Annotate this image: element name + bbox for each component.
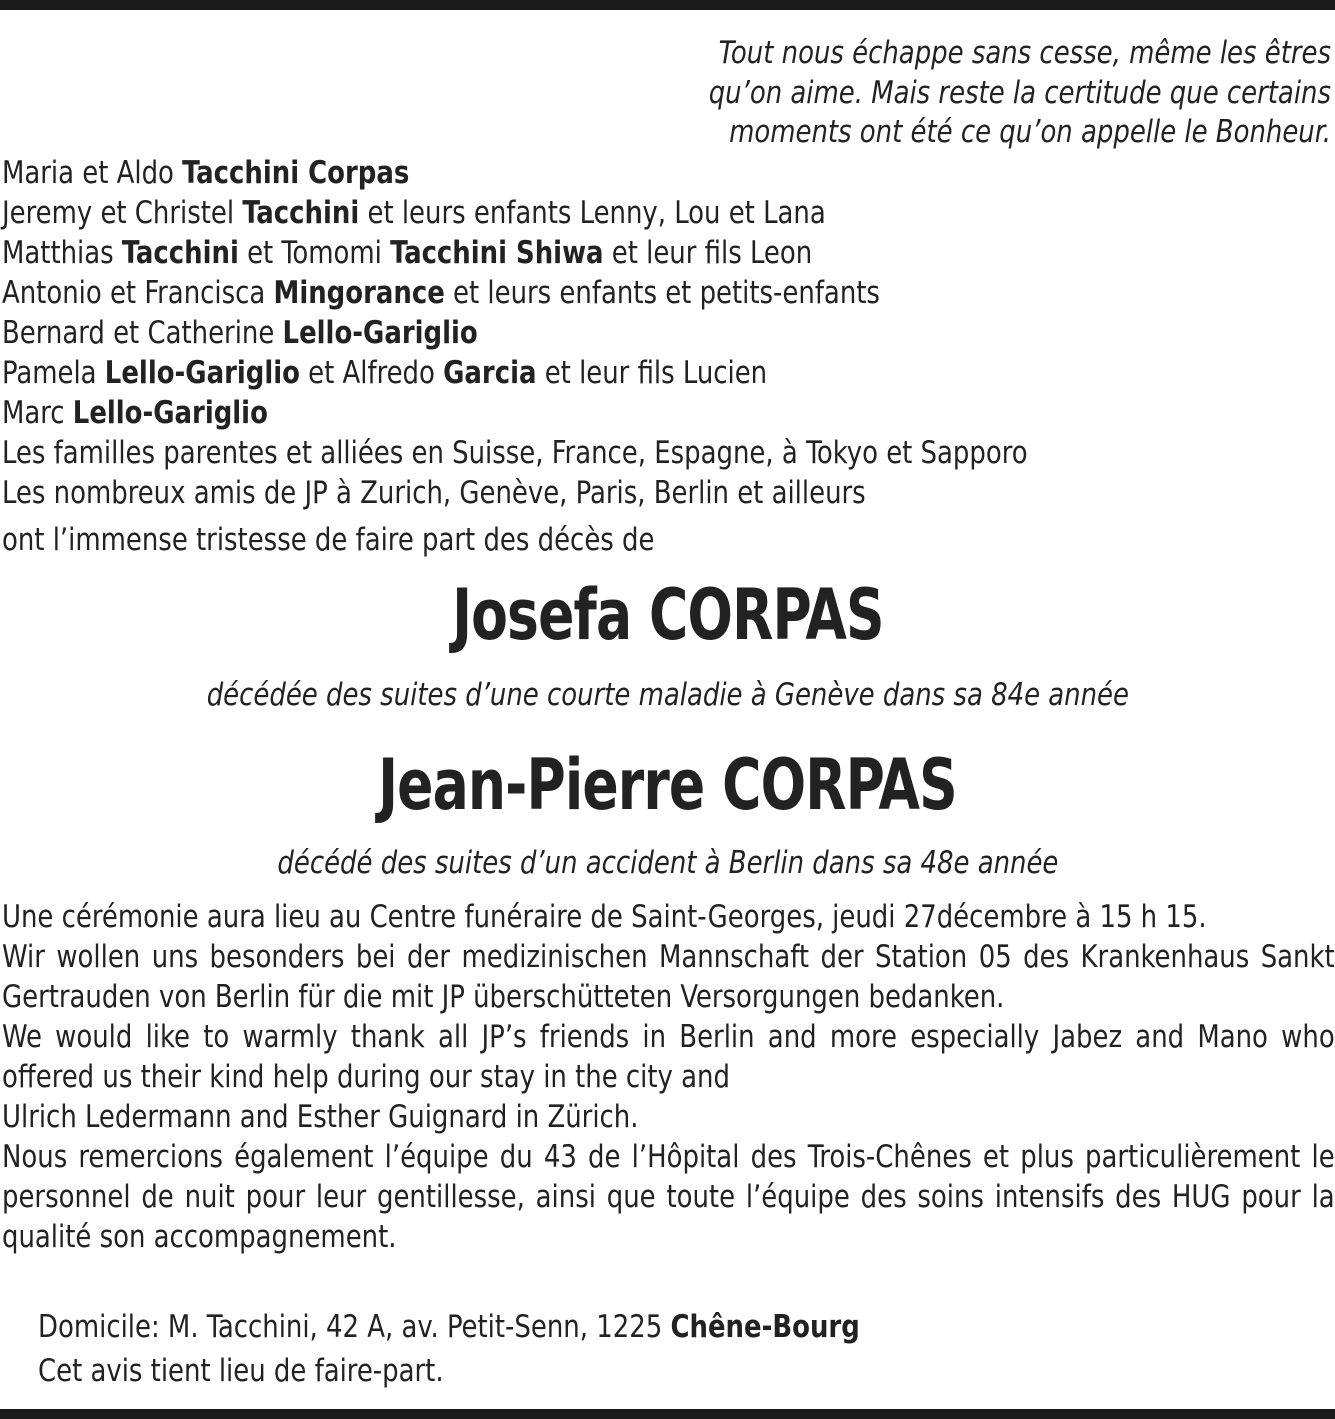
family-text: et leur fils Leon: [603, 235, 813, 271]
ceremony-paragraph: Une cérémonie aura lieu au Centre funéraire de Saint-Georges, jeudi 27décembre à 15 h 15.: [2, 899, 1207, 935]
given-names: Antonio et Francisca: [2, 275, 274, 311]
given-names: Maria et Aldo: [2, 155, 183, 191]
family-line: [2, 233, 1028, 273]
family-text: et leurs enfants Lenny, Lou et Lana: [359, 195, 826, 231]
given-names: Bernard et Catherine: [2, 315, 283, 351]
bottom-rule: [0, 1409, 1335, 1419]
deceased-name: [0, 575, 1335, 655]
family-line: [2, 393, 1028, 433]
german-thanks-paragraph: Wir wollen uns besonders bei der medizinischen Mannschaft der Station 05 des Krankenhaus Sankt Gertrauden von Berlin für die mit JP überschütteten Versorgungen bedanken.: [2, 939, 1335, 1015]
given-names: Pamela: [2, 355, 105, 391]
deceased-name-text: Josefa CORPAS: [451, 574, 884, 656]
surname: Tacchini: [121, 235, 239, 271]
epigraph-line: qu’on aime. Mais reste la certitude que certains: [708, 74, 1331, 111]
family-text: et leur fils Lucien: [536, 355, 768, 391]
surname: Tacchini: [242, 195, 360, 231]
surname: Lello-Gariglio: [104, 355, 300, 391]
family-line: Les nombreux amis de JP à Zurich, Genève, Paris, Berlin et ailleurs: [2, 475, 866, 511]
address-text: Domicile: M. Tacchini, 42 A, av. Petit-Senn, 1225: [38, 1309, 671, 1345]
family-line: Les familles parentes et alliées en Suisse, France, Espagne, à Tokyo et Sapporo: [2, 435, 1028, 471]
surname: Tacchini Shiwa: [390, 235, 604, 271]
top-rule: [0, 0, 1335, 10]
family-text: et Alfredo: [299, 355, 444, 391]
given-names: Matthias: [2, 235, 122, 271]
deceased-detail: [0, 843, 1335, 883]
deceased-detail: [0, 675, 1335, 715]
family-list: [2, 153, 1028, 513]
family-line: [2, 273, 1028, 313]
surname: Tacchini Corpas: [182, 155, 410, 191]
family-line: [2, 153, 1028, 193]
given-names: Jeremy et Christel: [2, 195, 243, 231]
body-text: [2, 897, 1335, 1257]
epigraph-quote: [624, 34, 1331, 153]
surname: Lello-Gariglio: [282, 315, 478, 351]
english-thanks-paragraph: We would like to warmly thank all JP’s friends in Berlin and more especially Jabez and Mano who offered us their kind help during our stay in the city and: [2, 1019, 1335, 1095]
family-text: et Tomomi: [238, 235, 391, 271]
deceased-name: [0, 745, 1335, 825]
family-line: [2, 193, 1028, 233]
surname: Lello-Gariglio: [72, 395, 268, 431]
notice-note: Cet avis tient lieu de faire-part.: [38, 1353, 444, 1389]
english-thanks-continuation: Ulrich Ledermann and Esther Guignard in Zürich.: [2, 1099, 639, 1135]
surname: Garcia: [443, 355, 537, 391]
domicile-address: [38, 1305, 860, 1349]
domicile-block: [38, 1305, 860, 1393]
given-names: Marc: [2, 395, 73, 431]
deceased-detail-text: décédé des suites d’un accident à Berlin dans sa 48e année: [276, 845, 1058, 881]
surname: Mingorance: [273, 275, 445, 311]
deceased-detail-text: décédée des suites d’une courte maladie à Genève dans sa 84e année: [206, 677, 1129, 713]
deceased-name-text: Jean-Pierre CORPAS: [378, 744, 957, 826]
family-line: [2, 313, 1028, 353]
epigraph-line: moments ont été ce qu’on appelle le Bonheur.: [729, 114, 1331, 150]
announcement: ont l’immense tristesse de faire part des décès de: [2, 522, 655, 558]
epigraph-line: Tout nous échappe sans cesse, même les êtres: [718, 35, 1331, 71]
family-line: [2, 353, 1028, 393]
french-thanks-paragraph: Nous remercions également l’équipe du 43 de l’Hôpital des Trois-Chênes et plus particulièrement le personnel de nuit pour leur gentillesse, ainsi que toute l’équipe des soins intensifs des HUG pour la qualité son accompagnement.: [2, 1139, 1335, 1255]
address-town: Chêne-Bourg: [670, 1309, 860, 1345]
family-text: et leurs enfants et petits-enfants: [444, 275, 880, 311]
